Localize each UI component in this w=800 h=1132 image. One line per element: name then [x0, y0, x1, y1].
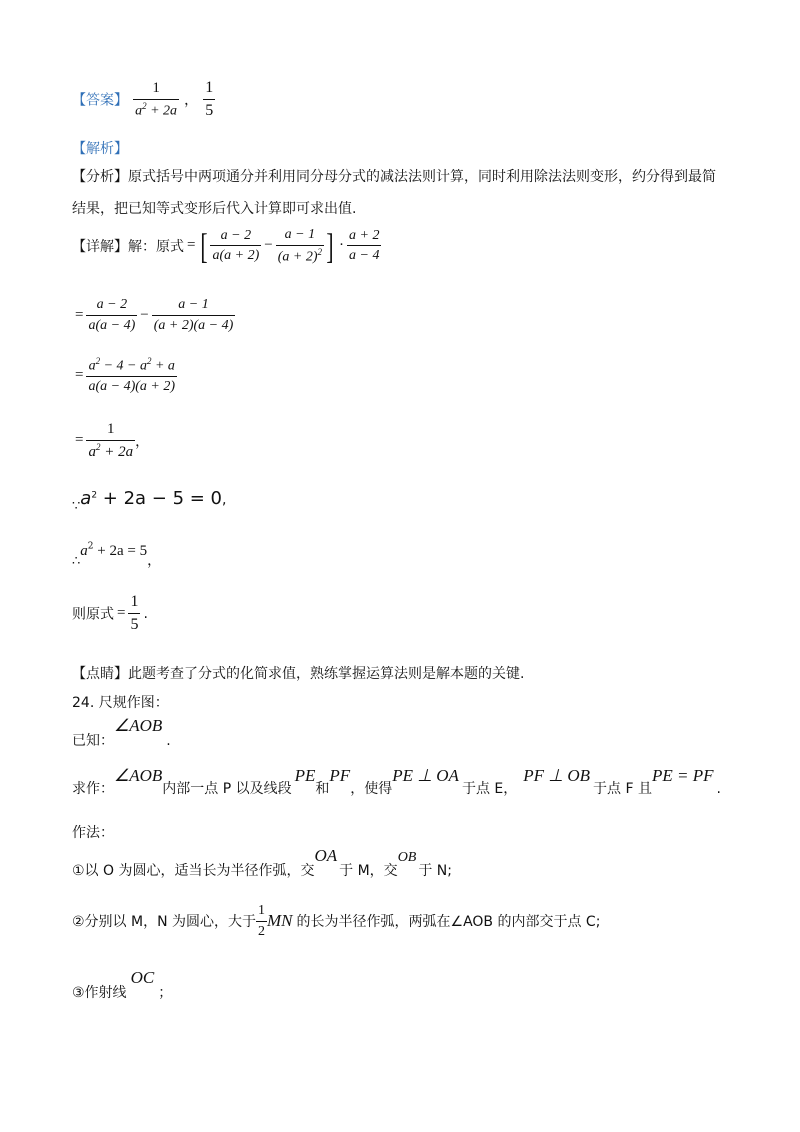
step2-fraction-2: $\frac{a - 1}{(a + 2)(a - 4)}$ [153, 297, 234, 333]
known-angle: ∠AOB [114, 716, 163, 735]
detail-fraction-2: $\frac{a - 1}{(a + 2)^2}$ [277, 227, 322, 265]
condition-1: $_\because a^2 + 2a - 5 = 0$, [72, 488, 227, 513]
because-symbol: ∵ [72, 498, 81, 513]
therefore-symbol: ∴ [72, 553, 81, 568]
answer-fraction-1: $\frac{1}{a^2 + 2a}$ [135, 80, 178, 119]
answer-label: 【答案】 [72, 92, 128, 109]
result-fraction: $\frac{1}{5}$ [130, 593, 139, 633]
step3-fraction: $\frac{a^2 - 4 - a^2 + a}{a(a - 4)(a + 2)}$ [88, 356, 176, 395]
method-label: 作法： [72, 825, 114, 841]
analysis-label: 【解析】 [72, 141, 128, 157]
fenxi-line-1: 【分析】原式括号中两项通分并利用同分母分式的减法法则计算，同时利用除法法则变形，约分得到最简 [72, 169, 716, 185]
detail-fraction-1: $\frac{a - 2}{a(a + 2)}$ [212, 227, 260, 264]
condition-2: $_\therefore a^2 + 2a = 5$， [72, 541, 162, 569]
answer-separator: ， [184, 92, 199, 109]
method-step-1: ①以 O 为圆心，适当长为半径作弧，交OA于 M，交OB于 N; [72, 846, 452, 879]
method-step-2: ②分别以 M，N 为圆心，大于 $\frac{1}{2}$ MN 的长为半径作弧，两弧在∠AOB 的内部交于点 C; [72, 903, 601, 939]
step2-fraction-1: $\frac{a - 2}{a(a - 4)}$ [88, 297, 136, 333]
answer-fraction-2: $\frac{1}{5}$ [205, 79, 214, 119]
detail-line: 【详解】解：原式 = [ $\frac{a - 2}{a(a + 2)}$ − $\frac{a - 1}{(a + 2)^2}$ ] · $\frac{a + 2}{a - 4}$ [72, 225, 380, 266]
requirement-line: 求作：∠AOB内部一点 P 以及线段PE和PF，使得PE ⊥ OA于点 E，PF ⊥ OB于点 F 且PE = PF. [72, 766, 721, 797]
comment-line: 【点睛】此题考查了分式的化简求值，熟练掌握运算法则是解本题的关键. [72, 666, 525, 682]
known-line: 已知：∠AOB. [72, 716, 171, 749]
method-step-3: ③作射线OC； [72, 968, 173, 1001]
step-3: = $\frac{a^2 - 4 - a^2 + a}{a(a - 4)(a + 2)}$ [75, 356, 176, 395]
question-24-title: 24. 尺规作图： [72, 695, 169, 711]
step4-fraction: $\frac{1}{a^2 + 2a}$ [88, 421, 134, 460]
answer-line [72, 78, 215, 121]
step-2: = $\frac{a - 2}{a(a - 4)}$ − $\frac{a - 1}{(a + 2)(a - 4)}$ [75, 297, 234, 333]
half-fraction: $\frac{1}{2}$ [258, 903, 266, 939]
detail-fraction-3: $\frac{a + 2}{a - 4}$ [349, 227, 380, 264]
requirement-label: 求作： [72, 781, 114, 797]
result-line: 则原式 = $\frac{1}{5}$ . [72, 593, 148, 633]
result-prefix: 则原式 [72, 606, 114, 623]
fenxi-line-2: 结果，把已知等式变形后代入计算即可求出值. [72, 201, 357, 217]
detail-prefix: 【详解】解：原式 [72, 238, 184, 255]
step-4: = $\frac{1}{a^2 + 2a}$ ， [75, 421, 150, 460]
known-label: 已知： [72, 733, 114, 749]
